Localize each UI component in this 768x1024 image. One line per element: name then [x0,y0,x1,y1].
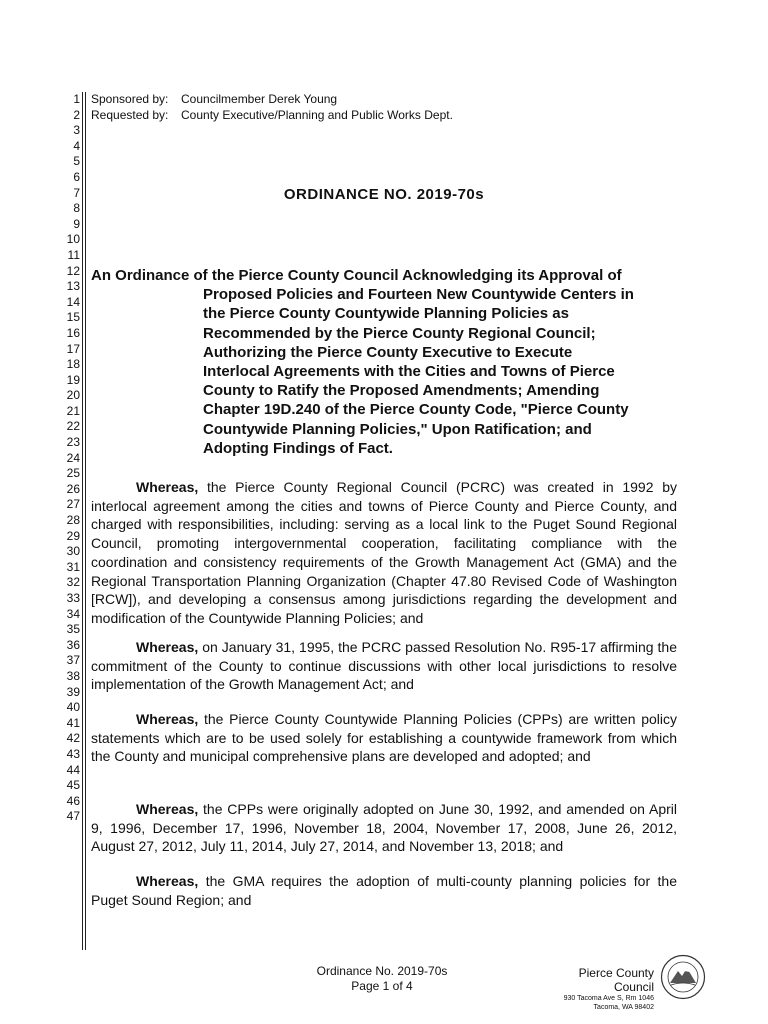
line-number: 6 [73,169,80,184]
whereas-label: Whereas, [136,873,199,889]
line-number: 40 [66,700,80,715]
line-number: 35 [66,622,80,637]
line-number: 18 [66,357,80,372]
line-number: 5 [73,154,80,169]
requested-value: County Executive/Planning and Public Works Dept. [181,107,453,122]
line-number: 28 [66,513,80,528]
whereas-label: Whereas, [136,801,199,817]
line-number: 20 [66,388,80,403]
caption-line: Authorizing the Pierce County Executive to Execute [203,343,573,361]
caption-line: Countywide Planning Policies," Upon Ratification; and [203,420,592,438]
whereas-label: Whereas, [136,479,199,495]
whereas-paragraph [91,638,677,694]
whereas-label: Whereas, [136,711,199,727]
line-number: 46 [66,793,80,808]
line-number: 7 [73,185,80,200]
caption-line: County to Ratify the Proposed Amendments; Amending [203,382,600,400]
whereas-paragraph [91,872,677,909]
line-number: 15 [66,310,80,325]
line-number: 33 [66,591,80,605]
line-number: 32 [66,575,80,590]
paragraph-text: the GMA requires the adoption of multi-county planning policies for the Puget Sound Region; and [91,873,678,908]
caption-line: Recommended by the Pierce County Regional Council; [203,324,596,342]
footer-address-line: 930 Tacoma Ave S, Rm 1046 [563,995,654,1002]
line-number: 16 [66,325,80,340]
line-number: 11 [67,247,80,262]
line-number: 19 [66,372,80,387]
paragraph-text: on January 31, 1995, the PCRC passed Resolution No. R95-17 affirming the commitment of the County to continue discussions with other local jurisdictions to resolve implementation of the Growth Management Act; and [91,639,678,693]
caption-line: Proposed Policies and Fourteen New Countywide Centers in [203,286,634,304]
paragraph-text: the Pierce County Regional Council (PCRC) was created in 1992 by interlocal agreement among the cities and towns of Pierce County and Pierce County, and charged with responsibilities, including: serving as a local link to the Puget Sound Regional Council, promoting intergovernmental cooperation, facilitating compliance with the coordination and consistency requirements of the Growth Management Act (GMA) and the Regional Transportation Planning Organization (Chapter 47.80 Revised Code of Washington [RCW]), and developing a consensus among jurisdictions regarding the development and modification of the Countywide Planning Policies; and [91,479,677,626]
footer-council-address [536,966,654,1012]
line-number: 39 [66,684,80,699]
line-number: 34 [66,606,80,621]
line-number-column [56,92,80,825]
line-number: 22 [66,419,80,434]
requested-row [91,108,677,124]
whereas-paragraph [91,710,677,766]
whereas-paragraph [91,478,677,628]
line-number: 3 [73,123,80,138]
whereas-label: Whereas, [136,639,199,655]
footer-ordinance-info [282,964,482,994]
line-number: 31 [66,559,80,574]
caption-line: Adopting Findings of Fact. [203,439,393,457]
line-number: 29 [66,528,80,543]
line-number: 2 [73,107,80,122]
sponsor-block [91,92,677,123]
line-number: 24 [66,450,80,465]
line-number: 4 [73,138,80,153]
line-number: 38 [66,668,80,683]
caption-line: Chapter 19D.240 of the Pierce County Code, "Pierce County [203,401,629,419]
footer-ordinance-number: Ordinance No. 2019-70s [316,964,448,978]
line-number: 37 [66,653,80,668]
paragraph-text: the Pierce County Countywide Planning Policies (CPPs) are written policy statements which are to be used solely for establishing a countywide framework from which the County and municipal comprehensive plans are developed and adopted; and [91,711,678,765]
caption-line: the Pierce County Countywide Planning Policies as [203,305,569,323]
sponsored-label: Sponsored by: [91,92,169,106]
line-number: 36 [66,637,80,652]
line-number: 30 [66,544,80,559]
line-number: 12 [66,263,80,278]
county-seal-icon [660,954,706,1000]
sponsored-value: Councilmember Derek Young [181,92,338,106]
line-number: 9 [73,216,80,231]
footer-address-line: Tacoma, WA 98402 [593,1004,654,1011]
line-number: 47 [66,809,80,824]
line-number: 1 [73,92,80,106]
caption-line: Interlocal Agreements with the Cities and Towns of Pierce [203,363,615,381]
line-number: 17 [66,341,80,356]
requested-label: Requested by: [91,107,169,122]
line-number: 42 [66,731,80,746]
line-number: 26 [66,481,80,496]
ordinance-caption [91,266,677,458]
line-number: 13 [66,279,80,294]
footer-page-number: Page 1 of 4 [351,979,413,993]
footer-council-name: Pierce County Council [578,966,654,994]
line-number: 14 [66,294,80,309]
line-number: 27 [66,497,80,512]
line-number: 25 [66,466,80,481]
ordinance-title: ORDINANCE NO. 2019-70s [283,186,485,203]
line-number: 10 [66,232,80,247]
line-number: 44 [66,762,80,777]
line-number: 23 [66,435,80,450]
margin-rule [82,92,83,950]
line-number: 45 [66,778,80,793]
paragraph-text: the CPPs were originally adopted on June 30, 1992, and amended on April 9, 1996, December 17, 1996, November 18, 2004, November 17, 2008, June 26, 2012, August 27, 2012, July 11, 2014, July 27, 2014, and November 13, 2018; and [91,801,678,855]
line-number: 41 [66,715,80,730]
line-number: 43 [66,746,80,761]
whereas-paragraph [91,800,677,856]
line-number: 21 [66,403,80,418]
caption-first-line: An Ordinance of the Pierce County Council Acknowledging its Approval of [91,267,622,284]
margin-rule [85,92,86,950]
line-number: 8 [73,201,80,216]
sponsored-row [91,92,677,108]
